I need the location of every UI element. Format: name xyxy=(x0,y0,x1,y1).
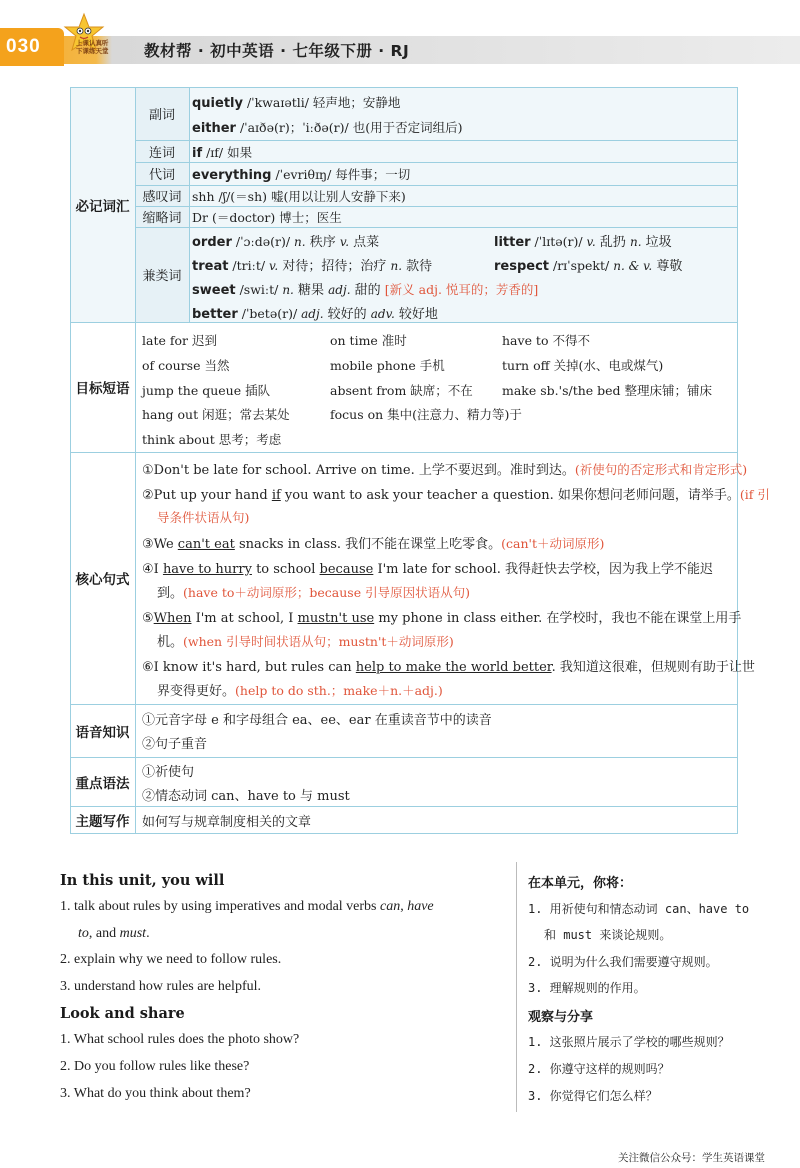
subcat-conjunction: 连词 xyxy=(148,145,175,161)
page-header xyxy=(0,0,800,66)
mascot-caption-line1: 上课认真听 xyxy=(76,39,109,47)
writing-topic: 如何写与规章制度相关的文章 xyxy=(142,815,312,830)
look-share-q2: 2. Do you follow rules like these? xyxy=(60,1059,250,1074)
phrase-item: jump the queue 插队 xyxy=(142,383,271,398)
category-phonetics: 语音知识 xyxy=(75,724,130,741)
vocab-treat: treat /triːt/ v. 对待；招待；治疗 n. 款待 xyxy=(192,258,433,274)
category-vocab: 必记词汇 xyxy=(75,198,130,215)
subcat-abbreviation: 缩略词 xyxy=(142,211,182,226)
unit-goal-1-cont: to, and must. xyxy=(78,926,150,941)
unit-goal-2: 2. explain why we need to follow rules. xyxy=(60,952,282,967)
sentence-2-cont: 导条件状语从句) xyxy=(157,510,250,525)
sentence-4: ④I have to hurry to school because I'm late for school. 我得赶快去学校，因为我上学不能迟 xyxy=(142,562,713,577)
sentence-4-cont: 到。(have to＋动词原形；because 引导原因状语从句) xyxy=(157,585,470,601)
sentence-1: ①Don't be late for school. Arrive on time. 上学不要迟到。准时到达。(祈使句的否定形式和肯定形式) xyxy=(142,462,748,478)
vocab-everything: everything /ˈevriθɪŋ/ 每件事；一切 xyxy=(192,167,411,183)
page-number: 030 xyxy=(6,36,41,57)
sentence-2: ②Put up your hand if you want to ask your teacher a question. 如果你想问老师问题，请举手。(if 引 xyxy=(142,487,770,503)
phrase-item: think about 思考；考虑 xyxy=(142,432,282,447)
sentence-3: ③We can't eat snacks in class. 我们不能在课堂上吃零食。(can't＋动词原形) xyxy=(142,536,605,552)
unit-goal-1-cn: 1. 用祈使句和情态动词 can、have to xyxy=(528,902,750,916)
vocab-respect: respect /rɪˈspekt/ n. & v. 尊敬 xyxy=(494,258,683,274)
unit-summary-table xyxy=(70,87,770,833)
unit-goal-3: 3. understand how rules are helpful. xyxy=(60,979,261,994)
phrase-item: focus on 集中(注意力、精力等)于 xyxy=(330,407,522,422)
subcat-adverb: 副词 xyxy=(148,108,175,123)
phonetics-item-2: ②句子重音 xyxy=(142,737,208,752)
unit-goal-2-cn: 2. 说明为什么我们需要遵守规则。 xyxy=(528,955,718,969)
vocab-either: either /ˈaɪðə(r)；ˈiːðə(r)/ 也(用于否定词组后) xyxy=(192,120,463,136)
subcat-multi-class: 兼类词 xyxy=(142,269,182,284)
vocab-dr: Dr (＝doctor) 博士；医生 xyxy=(192,210,342,225)
sentence-6-cont: 界变得更好。(help to do sth.；make＋n.＋adj.) xyxy=(157,683,443,699)
column-divider xyxy=(516,862,517,1112)
grammar-item-2: ②情态动词 can、have to 与 must xyxy=(142,789,350,804)
subcat-pronoun: 代词 xyxy=(148,168,175,183)
vocab-if: if /ɪf/ 如果 xyxy=(192,145,253,161)
category-phrases: 目标短语 xyxy=(75,381,130,397)
vocab-litter: litter /ˈlɪtə(r)/ v. 乱扔 n. 垃圾 xyxy=(494,234,672,250)
book-title: 教材帮 · 初中英语 · 七年级下册 · RJ xyxy=(144,42,410,60)
phrase-item: hang out 闲逛；常去某处 xyxy=(142,407,290,422)
phrase-item: of course 当然 xyxy=(142,358,230,373)
unit-goals-heading: In this unit, you will xyxy=(60,872,225,889)
grammar-item-1: ①祈使句 xyxy=(142,765,195,780)
look-share-q2-cn: 2. 你遵守这样的规则吗？ xyxy=(528,1062,670,1076)
phrase-item: make sb.'s/the bed 整理床铺；铺床 xyxy=(502,383,713,398)
look-share-heading-cn: 观察与分享 xyxy=(528,1010,594,1025)
vocab-sweet: sweet /swiːt/ n. 糖果 adj. 甜的 [新义 adj. 悦耳的；芳香的] xyxy=(192,282,539,298)
look-share-q1-cn: 1. 这张照片展示了学校的哪些规则？ xyxy=(528,1035,730,1049)
footer-wechat-note: 关注微信公众号：学生英语课堂 xyxy=(618,1152,765,1164)
phrase-item: mobile phone 手机 xyxy=(330,358,445,373)
phrase-item: on time 准时 xyxy=(330,333,407,348)
look-share-q3-cn: 3. 你觉得它们怎么样？ xyxy=(528,1089,658,1103)
category-grammar: 重点语法 xyxy=(75,775,130,792)
sentence-6: ⑥I know it's hard, but rules can help to make the world better. 我知道这很难，但规则有助于让世 xyxy=(142,660,755,675)
look-share-q3: 3. What do you think about them? xyxy=(60,1086,251,1101)
sentence-5: ⑤When I'm at school, I mustn't use my phone in class either. 在学校时，我也不能在课堂上用手 xyxy=(142,611,742,626)
vocab-better: better /ˈbetə(r)/ adj. 较好的 adv. 较好地 xyxy=(192,306,438,322)
unit-goal-1-cn-cont: 和 must 来谈论规则。 xyxy=(544,928,672,942)
phonetics-item-1: ①元音字母 e 和字母组合 ea、ee、ear 在重读音节中的读音 xyxy=(142,713,492,728)
look-share-heading: Look and share xyxy=(60,1005,185,1022)
mascot-caption xyxy=(66,39,118,55)
unit-goal-3-cn: 3. 理解规则的作用。 xyxy=(528,981,646,995)
subcat-interjection: 感叹词 xyxy=(142,190,182,205)
vocab-shh: shh /ʃ/(＝sh) 嘘(用以让别人安静下来) xyxy=(192,189,406,204)
sentence-5-cont: 机。(when 引导时间状语从句；mustn't＋动词原形) xyxy=(157,634,454,650)
unit-goal-1: 1. talk about rules by using imperatives and modal verbs can, have xyxy=(60,899,434,914)
phrase-item: absent from 缺席；不在 xyxy=(330,383,473,398)
phrase-item: have to 不得不 xyxy=(502,333,590,348)
look-share-q1: 1. What school rules does the photo show? xyxy=(60,1032,300,1047)
phrase-item: late for 迟到 xyxy=(142,333,217,348)
vocab-order: order /ˈɔːdə(r)/ n. 秩序 v. 点菜 xyxy=(192,234,380,250)
mascot-caption-line2: 下课练天堂 xyxy=(76,47,109,55)
phrase-item: turn off 关掉(水、电或煤气) xyxy=(502,358,664,373)
star-mascot-icon xyxy=(62,12,106,64)
category-sentences: 核心句式 xyxy=(75,572,130,588)
unit-goals-heading-cn: 在本单元，你将： xyxy=(528,876,633,891)
category-writing: 主题写作 xyxy=(75,813,130,830)
vocab-quietly: quietly /ˈkwaɪətli/ 轻声地；安静地 xyxy=(192,95,401,111)
